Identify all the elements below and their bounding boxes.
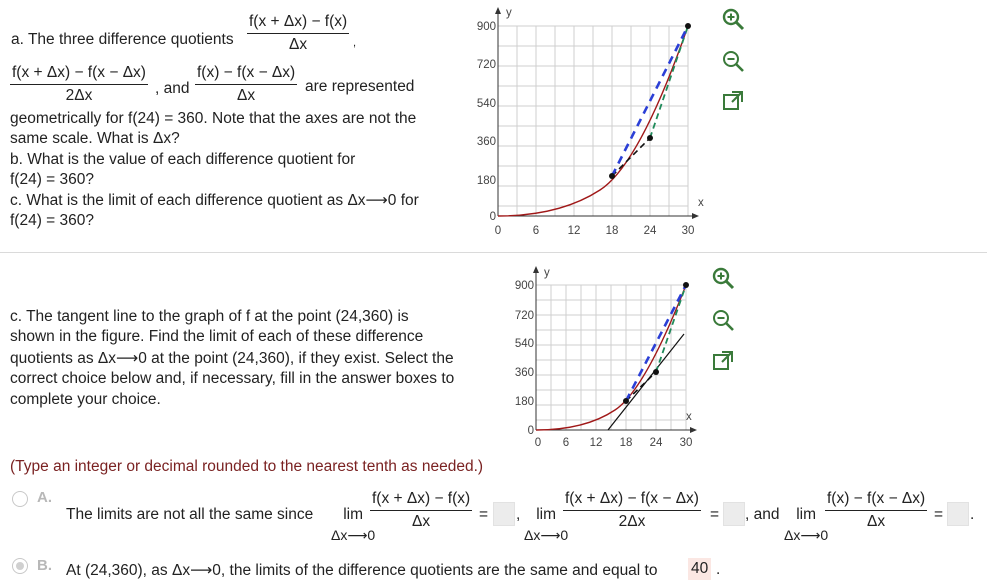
graph-1-grid <box>498 26 688 216</box>
graph-2-x-label: x <box>686 411 692 423</box>
part-a-prefix: a. The three difference quotients <box>11 31 234 48</box>
dq1-fraction <box>247 13 349 54</box>
answer-box-3[interactable] <box>947 502 969 526</box>
option-a-quotient-3 <box>825 490 927 531</box>
dq3-numerator: f(x) − f(x − Δx) <box>195 64 297 85</box>
x-axis-arrow-icon <box>692 213 699 219</box>
point-marker <box>685 23 691 29</box>
question-line: f(24) = 360? <box>10 212 95 229</box>
option-b-letter: B. <box>37 557 52 574</box>
dq2-numerator: f(x + Δx) − f(x − Δx) <box>10 64 148 85</box>
y-tick: 720 <box>476 59 496 71</box>
x-axis-arrow-icon <box>690 427 697 433</box>
quotient-denominator: Δx <box>867 513 886 530</box>
option-b-answer-value[interactable]: 40 <box>688 558 711 580</box>
y-tick: 360 <box>476 136 496 148</box>
x-tick: 18 <box>619 437 633 449</box>
tangent-line <box>608 334 684 430</box>
x-tick: 24 <box>643 225 657 237</box>
x-tick: 18 <box>605 225 619 237</box>
dq2-denominator: 2Δx <box>65 87 93 104</box>
x-tick: 6 <box>562 437 570 449</box>
answer-box-1[interactable] <box>493 502 515 526</box>
y-tick: 540 <box>514 338 534 350</box>
quotient-numerator: f(x) − f(x − Δx) <box>825 490 927 511</box>
limit-notation <box>524 506 568 544</box>
option-b-radio[interactable] <box>12 558 28 574</box>
open-new-window-icon[interactable] <box>720 88 746 114</box>
limit-notation <box>331 506 375 544</box>
quotient-denominator: Δx <box>412 513 431 530</box>
point-marker <box>653 369 659 375</box>
x-tick: 0 <box>494 225 502 237</box>
point-marker <box>647 135 653 141</box>
part-c-line: shown in the figure. Find the limit of each of these difference <box>10 328 424 345</box>
equals-sign: = <box>479 506 489 523</box>
graph-1 <box>470 4 710 244</box>
zoom-in-icon[interactable] <box>710 265 736 291</box>
point-marker <box>623 398 629 404</box>
question-line: b. What is the value of each difference quotient for <box>10 151 356 168</box>
y-axis-arrow-icon <box>495 7 501 14</box>
x-tick: 12 <box>567 225 581 237</box>
open-new-window-icon[interactable] <box>710 348 736 374</box>
period: . <box>716 561 721 578</box>
comma: , <box>353 37 357 49</box>
quotient-numerator: f(x + Δx) − f(x − Δx) <box>563 490 701 511</box>
part-c-line: complete your choice. <box>10 391 161 408</box>
zoom-out-icon[interactable] <box>710 307 736 333</box>
option-a-text: The limits are not all the same since <box>66 506 314 523</box>
x-tick: 24 <box>649 437 663 449</box>
period: . <box>970 506 975 523</box>
lim-subscript: Δx⟶0 <box>524 527 569 543</box>
y-tick: 180 <box>476 175 496 187</box>
dq1-numerator: f(x + Δx) − f(x) <box>247 13 349 34</box>
lim-subscript: Δx⟶0 <box>331 527 376 543</box>
graph-2 <box>500 262 710 454</box>
option-a-quotient-1 <box>370 490 472 531</box>
x-tick: 6 <box>532 225 540 237</box>
option-a-quotient-2 <box>563 490 701 531</box>
lim-word: lim <box>343 506 364 523</box>
x-tick: 12 <box>589 437 603 449</box>
x-tick: 30 <box>681 225 695 237</box>
y-tick: 720 <box>514 310 534 322</box>
y-tick: 180 <box>514 396 534 408</box>
question-line: same scale. What is Δx? <box>10 130 180 147</box>
y-tick: 360 <box>514 367 534 379</box>
graph-1-x-label: x <box>698 197 704 209</box>
dq2-fraction <box>10 64 148 105</box>
y-tick: 0 <box>489 211 496 223</box>
y-tick: 0 <box>527 425 534 437</box>
y-tick: 900 <box>514 280 534 292</box>
zoom-out-icon[interactable] <box>720 48 746 74</box>
option-b-text: At (24,360), as Δx⟶0, the limits of the difference quotients are the same and equal to <box>66 562 658 579</box>
dq3-denominator: Δx <box>237 87 256 104</box>
part-c-line: c. The tangent line to the graph of f at the point (24,360) is <box>10 308 409 325</box>
section-divider <box>0 252 987 253</box>
graph-1-y-label: y <box>506 7 512 19</box>
x-tick: 30 <box>679 437 693 449</box>
answer-format-hint: (Type an integer or decimal rounded to the nearest tenth as needed.) <box>10 458 484 475</box>
point-marker <box>609 173 615 179</box>
limit-notation <box>784 506 828 544</box>
question-line: f(24) = 360? <box>10 171 95 188</box>
lim-word: lim <box>796 506 817 523</box>
quotient-denominator: 2Δx <box>618 513 646 530</box>
equals-sign: = <box>934 506 944 523</box>
graph-2-grid <box>536 285 686 430</box>
graph-2-y-label: y <box>544 267 550 279</box>
dq1-denominator: Δx <box>289 36 308 53</box>
zoom-in-icon[interactable] <box>720 6 746 32</box>
y-tick: 900 <box>476 21 496 33</box>
question-line: c. What is the limit of each difference quotient as Δx⟶0 for <box>10 192 419 209</box>
and-text: , and <box>155 80 190 97</box>
y-axis-arrow-icon <box>533 266 539 273</box>
comma: , <box>516 506 521 523</box>
x-tick: 0 <box>534 437 542 449</box>
question-line: geometrically for f(24) = 360. Note that the axes are not the <box>10 110 417 127</box>
equals-sign: = <box>710 506 720 523</box>
are-represented-text: are represented <box>305 78 415 95</box>
option-a-letter: A. <box>37 489 52 506</box>
lim-word: lim <box>536 506 557 523</box>
y-tick: 540 <box>476 98 496 110</box>
part-c-line: quotients as Δx⟶0 at the point (24,360), if they exist. Select the <box>10 350 454 367</box>
answer-box-2[interactable] <box>723 502 745 526</box>
point-marker <box>683 282 689 288</box>
option-a-radio[interactable] <box>12 491 28 507</box>
quotient-numerator: f(x + Δx) − f(x) <box>370 490 472 511</box>
lim-subscript: Δx⟶0 <box>784 527 829 543</box>
and-text: , and <box>745 506 780 523</box>
part-c-line: correct choice below and, if necessary, fill in the answer boxes to <box>10 370 455 387</box>
dq3-fraction <box>195 64 297 105</box>
